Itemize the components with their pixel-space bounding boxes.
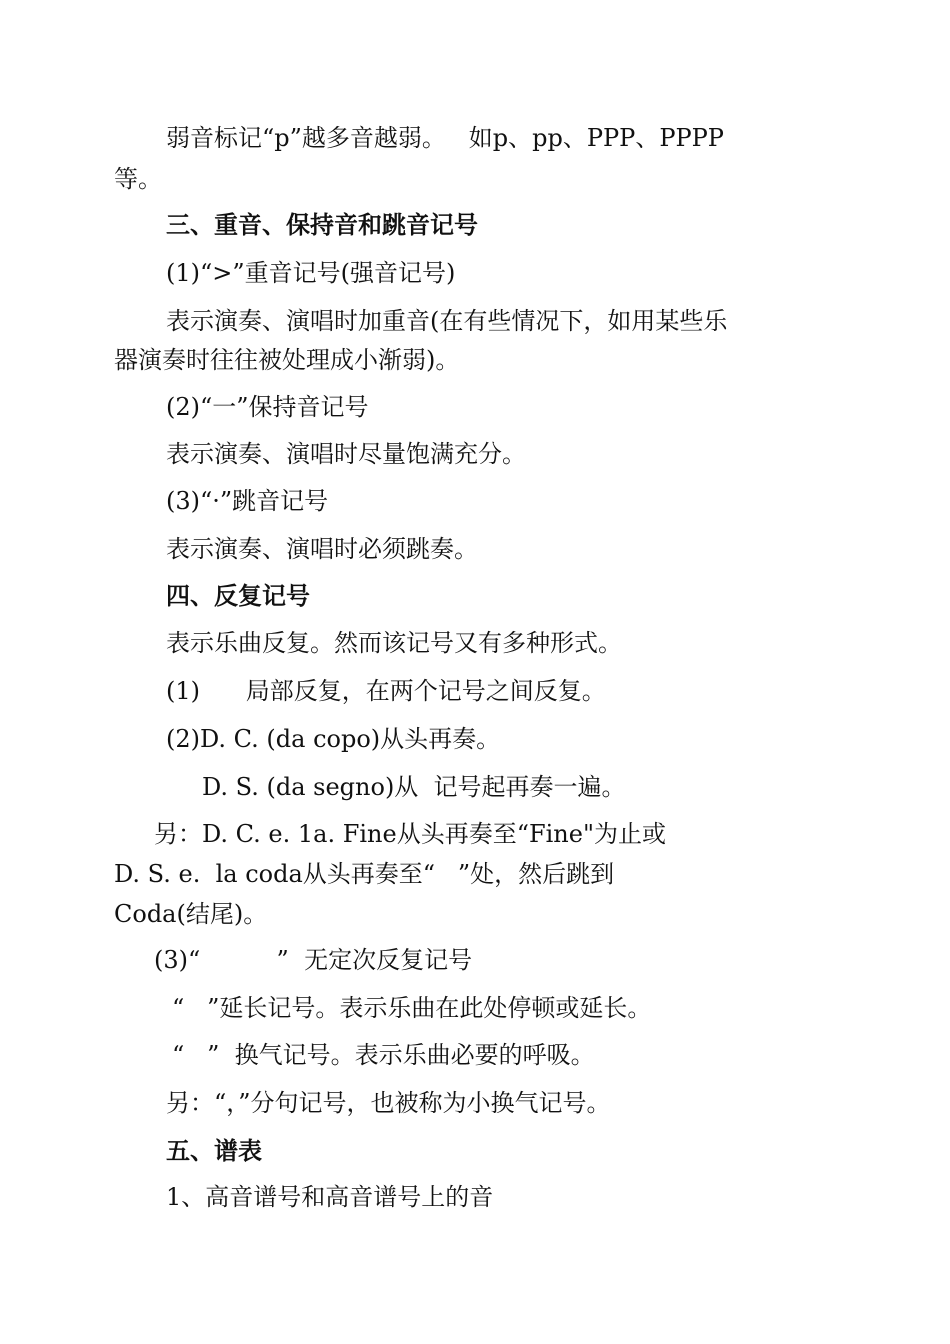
text-line: 表示演奏、演唱时加重音(在有些情况下，如用某些乐 (166, 307, 728, 335)
text-line: (1) 局部反复，在两个记号之间反复。 (166, 677, 606, 705)
section-heading: 四、反复记号 (166, 582, 310, 610)
text-line: 表示演奏、演唱时必须跳奏。 (166, 535, 478, 563)
text-line: (2)“一”保持音记号 (166, 393, 369, 421)
text-line: 另：D. C. e. 1a. Fine从头再奏至“Fine"为止或 (154, 820, 666, 848)
text-line: 等。 (114, 165, 162, 193)
section-heading: 五、谱表 (166, 1137, 262, 1165)
text-line: D. S. (da segno)从 记号起再奏一遍。 (202, 773, 626, 801)
text-line: 表示乐曲反复。然而该记号又有多种形式。 (166, 629, 622, 657)
text-line: (3)“ ” 无定次反复记号 (154, 946, 473, 974)
text-line: D. S. e. la coda从头再奏至“ ”处，然后跳到 (114, 860, 615, 888)
text-line: “ ” 换气记号。表示乐曲必要的呼吸。 (172, 1041, 595, 1069)
text-line: “ ”延长记号。表示乐曲在此处停顿或延长。 (172, 994, 652, 1022)
text-line: (1)“>”重音记号(强音记号) (166, 259, 456, 287)
text-line: 器演奏时往往被处理成小渐弱)。 (114, 346, 460, 374)
text-line: 弱音标记“p”越多音越弱。 如p、pp、PPP、PPPP (166, 124, 724, 152)
text-line: 表示演奏、演唱时尽量饱满充分。 (166, 440, 526, 468)
section-heading: 三、重音、保持音和跳音记号 (166, 211, 478, 239)
text-line: Coda(结尾)。 (114, 900, 268, 928)
text-line: 1、高音谱号和高音谱号上的音 (166, 1183, 494, 1211)
text-line: 另：“，”分句记号，也被称为小换气记号。 (166, 1089, 611, 1117)
text-line: (3)“·”跳音记号 (166, 487, 329, 515)
text-line: (2)D. C. (da copo)从头再奏。 (166, 725, 501, 753)
